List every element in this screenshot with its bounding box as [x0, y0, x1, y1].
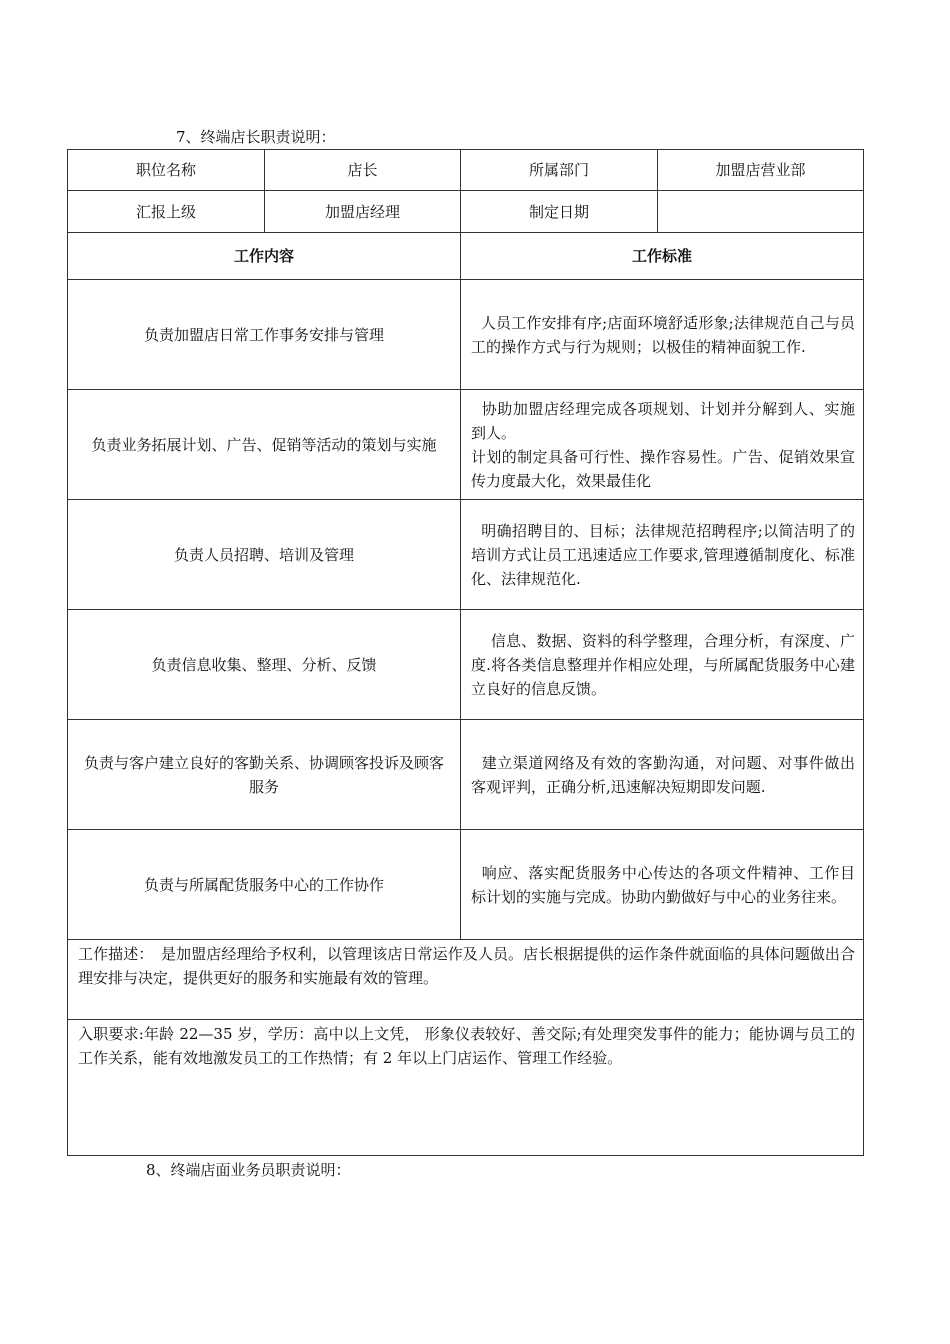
- duty-standard-text: 响应、落实配货服务中心传达的各项文件精神、工作目标计划的实施与完成。协助内勤做好与中心的业务往来。: [471, 863, 855, 906]
- duty-standard-text: 人员工作安排有序;店面环境舒适形象;法律规范自己与员工的操作方式与行为规则；以极佳的精神面貌工作.: [471, 313, 855, 356]
- duty-content: 负责加盟店日常工作事务安排与管理: [68, 280, 461, 390]
- report-value: 加盟店经理: [265, 191, 461, 233]
- dept-label: 所属部门: [461, 150, 658, 191]
- date-value: [658, 191, 864, 233]
- entry-requirements-row: [68, 1020, 864, 1156]
- report-label: 汇报上级: [68, 191, 265, 233]
- duty-standard: [461, 280, 864, 390]
- info-row-1: [68, 150, 864, 191]
- duty-content: 负责与客户建立良好的客勤关系、协调顾客投诉及顾客服务: [68, 720, 461, 830]
- duty-standard-text: 协助加盟店经理完成各项规划、计划并分解到人、实施到人。: [471, 399, 855, 442]
- table-row: [68, 280, 864, 390]
- column-header-row: [68, 233, 864, 280]
- duty-standard: [461, 830, 864, 940]
- table-row: [68, 390, 864, 500]
- duty-content: 负责人员招聘、培训及管理: [68, 500, 461, 610]
- duty-content: 负责业务拓展计划、广告、促销等活动的策划与实施: [68, 390, 461, 500]
- position-value: 店长: [265, 150, 461, 191]
- duty-content: 负责信息收集、整理、分析、反馈: [68, 610, 461, 720]
- duty-standard: [461, 610, 864, 720]
- work-content-header: 工作内容: [68, 233, 461, 280]
- work-standard-header: 工作标准: [461, 233, 864, 280]
- table-row: [68, 720, 864, 830]
- duty-standard: [461, 500, 864, 610]
- duty-standard: [461, 720, 864, 830]
- work-description-row: [68, 940, 864, 1020]
- store-manager-duty-table: [67, 149, 864, 1156]
- duty-standard: [461, 390, 864, 500]
- duty-standard-text-2: 计划的制定具备可行性、操作容易性。广告、促销效果宣传力度最大化，效果最佳化: [471, 447, 855, 490]
- duty-standard-text: 明确招聘目的、目标；法律规范招聘程序;以简洁明了的培训方式让员工迅速适应工作要求,管理遵循制度化、标准化、法律规范化.: [471, 521, 855, 588]
- entry-requirements: 入职要求:年龄 22—35 岁，学历：高中以上文凭， 形象仪表较好、善交际;有处理突发事件的能力；能协调与员工的工作关系，能有效地激发员工的工作热情；有 2 年以上门店运作、管理工作经验。: [68, 1020, 864, 1156]
- date-label: 制定日期: [461, 191, 658, 233]
- position-label: 职位名称: [68, 150, 265, 191]
- duty-standard-text: 信息、数据、资料的科学整理，合理分析，有深度、广度.将各类信息整理并作相应处理，与所属配货服务中心建立良好的信息反馈。: [471, 631, 855, 698]
- work-description: 工作描述： 是加盟店经理给予权利，以管理该店日常运作及人员。店长根据提供的运作条件就面临的具体问题做出合理安排与决定，提供更好的服务和实施最有效的管理。: [68, 940, 864, 1020]
- duty-content: 负责与所属配货服务中心的工作协作: [68, 830, 461, 940]
- dept-value: 加盟店营业部: [658, 150, 864, 191]
- section-7-heading: 7、终端店长职责说明：: [176, 128, 336, 146]
- duty-standard-text: 建立渠道网络及有效的客勤沟通，对问题、对事件做出客观评判，正确分析,迅速解决短期即发问题.: [471, 753, 855, 796]
- section-8-heading: 8、终端店面业务员职责说明：: [146, 1161, 351, 1179]
- info-row-2: [68, 191, 864, 233]
- table-row: [68, 500, 864, 610]
- table-row: [68, 830, 864, 940]
- table-row: [68, 610, 864, 720]
